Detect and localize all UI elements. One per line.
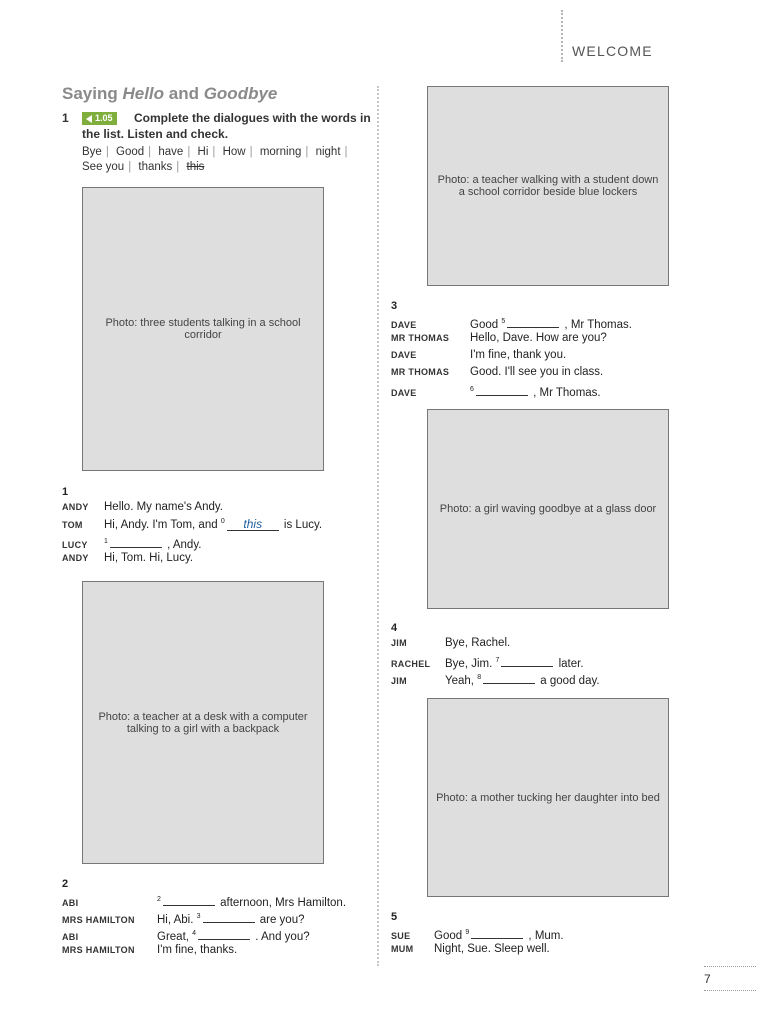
dialogue-text	[470, 366, 603, 378]
gap-number: 3	[196, 913, 201, 921]
speaker-name: JIM	[391, 638, 407, 648]
speaker-name: DAVE	[391, 320, 417, 330]
dialogue-line	[391, 349, 632, 366]
dialogue-text	[157, 910, 305, 926]
dialogue-5	[391, 911, 564, 960]
line-text-before: Great,	[157, 931, 193, 943]
dialogue-text	[157, 927, 310, 943]
dialogue-text	[470, 383, 601, 399]
dialogue-text	[445, 671, 600, 687]
speaker-name: DAVE	[391, 388, 417, 398]
dialogue-text	[470, 349, 566, 361]
line-text: Hello. My name's Andy.	[104, 501, 223, 513]
section-title	[62, 84, 277, 104]
speaker-name: MRS HAMILTON	[62, 945, 135, 955]
dialogue-line	[391, 366, 632, 383]
dialogue-text	[470, 332, 607, 344]
dialogue-line	[62, 501, 322, 518]
photo-mother-daughter	[427, 698, 669, 897]
speaker-name: MR THOMAS	[391, 367, 450, 377]
photo-label: Photo: a teacher at a desk with a computer talking to a girl with a backpack	[98, 710, 308, 735]
word-list-item: Bye	[82, 146, 102, 158]
word-list-item: See you	[82, 161, 125, 173]
answer-blank[interactable]	[507, 315, 559, 328]
word-list-item: morning	[259, 146, 302, 158]
dialogue-line	[62, 518, 322, 535]
line-text-after: , Mr Thomas.	[529, 387, 601, 399]
line-text: Good. I'll see you in class.	[470, 366, 604, 378]
speaker-name: SUE	[391, 931, 411, 941]
line-text: Hi, Tom. Hi, Lucy.	[104, 552, 194, 564]
line-text: I'm fine, thanks.	[157, 944, 238, 956]
speaker-name: MR THOMAS	[391, 333, 450, 343]
line-text-after: a good day.	[537, 675, 600, 687]
speaker-name: LUCY	[62, 540, 88, 550]
line-text-before: Good	[470, 319, 502, 331]
dialogue-line	[62, 552, 322, 569]
word-list-item: thanks	[138, 161, 173, 173]
dialogue-text	[104, 501, 223, 513]
speaker-name: JIM	[391, 676, 407, 686]
line-text: Night, Sue. Sleep well.	[434, 943, 550, 955]
dialogue-line	[391, 943, 564, 960]
line-text: I'm fine, thank you.	[470, 349, 567, 361]
gap-number: 1	[104, 538, 108, 546]
speaker-icon	[86, 115, 92, 123]
section-header-title: WELCOME	[572, 43, 653, 59]
line-text-after: later.	[555, 658, 584, 670]
exercise-number: 1	[62, 111, 69, 125]
dialogue-number: 5	[391, 911, 398, 923]
dialogue-3	[391, 300, 632, 400]
line-text-after: are you?	[256, 914, 305, 926]
line-text-before: Good	[434, 930, 466, 942]
speaker-name: TOM	[62, 520, 83, 530]
dialogue-line	[391, 637, 600, 654]
section-title-goodbye: Goodbye	[203, 84, 278, 103]
dialogue-line	[391, 654, 600, 671]
word-separator: |	[176, 161, 180, 173]
section-title-and: and	[164, 84, 204, 103]
photo-teacher-desk	[82, 581, 324, 864]
speaker-name: MRS HAMILTON	[62, 915, 135, 925]
dialogue-number: 4	[391, 622, 398, 634]
photo-students-talking	[82, 187, 324, 471]
dialogue-line	[62, 535, 322, 552]
dialogue-line	[62, 893, 346, 910]
audio-track-label: 1.05	[95, 113, 113, 123]
line-text-before: Bye, Jim.	[445, 658, 496, 670]
photo-label: Photo: three students talking in a school corridor	[105, 317, 301, 341]
section-title-hello: Hello	[122, 84, 165, 103]
dialogue-1	[62, 486, 322, 569]
answer-blank[interactable]	[501, 654, 553, 667]
speaker-name: ABI	[62, 932, 79, 942]
gap-number: 7	[495, 657, 500, 665]
photo-label: Photo: a mother tucking her daughter into bed	[436, 791, 660, 804]
answer-blank[interactable]	[471, 926, 523, 939]
line-text-before: Hi, Andy. I'm Tom, and	[104, 519, 221, 531]
dialogue-2	[62, 878, 346, 961]
line-text-after: , Mum.	[525, 930, 564, 942]
dialogue-number: 3	[391, 300, 398, 312]
dialogue-text	[104, 518, 322, 531]
word-separator: |	[187, 146, 191, 158]
gap-number: 0	[220, 518, 225, 526]
answer-blank[interactable]	[476, 383, 528, 396]
gap-number: 2	[157, 896, 161, 904]
word-list-item: Good	[116, 146, 145, 158]
photo-teacher-corridor	[427, 86, 669, 286]
line-text-after: is Lucy.	[280, 519, 323, 531]
dialogue-line	[391, 315, 632, 332]
word-list-item: have	[158, 146, 184, 158]
dialogue-text	[157, 893, 346, 909]
line-text-before: Yeah,	[445, 675, 478, 687]
dialogue-number: 1	[62, 486, 69, 498]
word-separator: |	[305, 146, 309, 158]
word-separator: |	[148, 146, 152, 158]
photo-label: Photo: a teacher walking with a student down a school corridor beside blue lockers	[437, 174, 659, 198]
word-separator: |	[249, 146, 253, 158]
dialogue-line	[62, 910, 346, 927]
dialogue-text	[445, 654, 584, 670]
gap-number: 4	[192, 930, 197, 938]
dialogue-line	[391, 671, 600, 688]
section-title-pre: Saying	[62, 84, 123, 103]
dialogue-text	[470, 315, 632, 331]
dialogue-number: 2	[62, 878, 69, 890]
word-separator: |	[344, 146, 348, 158]
dialogue-text	[104, 552, 193, 564]
gap-number: 8	[477, 674, 482, 682]
dialogue-4	[391, 622, 600, 688]
word-list-item: night	[315, 146, 341, 158]
speaker-name: MUM	[391, 944, 414, 954]
audio-track-button[interactable]	[82, 112, 117, 125]
dialogue-text	[445, 637, 510, 649]
line-text-after: . And you?	[252, 931, 310, 943]
speaker-name: RACHEL	[391, 659, 431, 669]
dialogue-line	[62, 927, 346, 944]
column-divider	[377, 86, 379, 966]
dialogue-text	[104, 535, 201, 551]
answer-blank[interactable]	[110, 535, 162, 548]
dialogue-text	[157, 944, 237, 956]
word-list-item: Hi	[197, 146, 209, 158]
line-text-after: afternoon, Mrs Hamilton.	[216, 897, 347, 909]
dialogue-line	[391, 332, 632, 349]
line-text: Hello, Dave. How are you?	[470, 332, 607, 344]
gap-number: 6	[470, 386, 474, 394]
dialogue-text	[434, 943, 550, 955]
word-separator: |	[212, 146, 216, 158]
speaker-name: DAVE	[391, 350, 417, 360]
answer-blank[interactable]	[198, 927, 250, 940]
line-text-after: , Andy.	[163, 539, 202, 551]
word-separator: |	[128, 161, 132, 173]
example-answer: this	[227, 518, 279, 531]
dialogue-line	[62, 944, 346, 961]
header-divider	[561, 10, 563, 62]
word-separator: |	[105, 146, 109, 158]
answer-blank[interactable]	[203, 910, 255, 923]
line-text-after: , Mr Thomas.	[561, 319, 632, 331]
page-number-rule-top	[704, 966, 756, 967]
gap-number: 9	[465, 929, 470, 937]
dialogue-text	[434, 926, 564, 942]
exercise-instruction: Complete the dialogues with the words in the list. Listen and check.	[82, 111, 371, 141]
line-text: Bye, Rachel.	[445, 637, 511, 649]
speaker-name: ANDY	[62, 553, 89, 563]
speaker-name: ABI	[62, 898, 79, 908]
speaker-name: ANDY	[62, 502, 89, 512]
word-list-item: this	[186, 161, 205, 173]
word-list	[82, 145, 372, 175]
page-number-rule-bottom	[704, 990, 756, 991]
dialogue-line	[391, 383, 632, 400]
word-list-item: How	[222, 146, 246, 158]
page-number: 7	[704, 972, 711, 986]
dialogue-line	[391, 926, 564, 943]
answer-blank[interactable]	[483, 671, 535, 684]
answer-blank[interactable]	[163, 893, 215, 906]
photo-label: Photo: a girl waving goodbye at a glass door	[439, 503, 657, 515]
photo-girl-waving	[427, 409, 669, 609]
gap-number: 5	[501, 318, 506, 326]
line-text-before: Hi, Abi.	[157, 914, 197, 926]
